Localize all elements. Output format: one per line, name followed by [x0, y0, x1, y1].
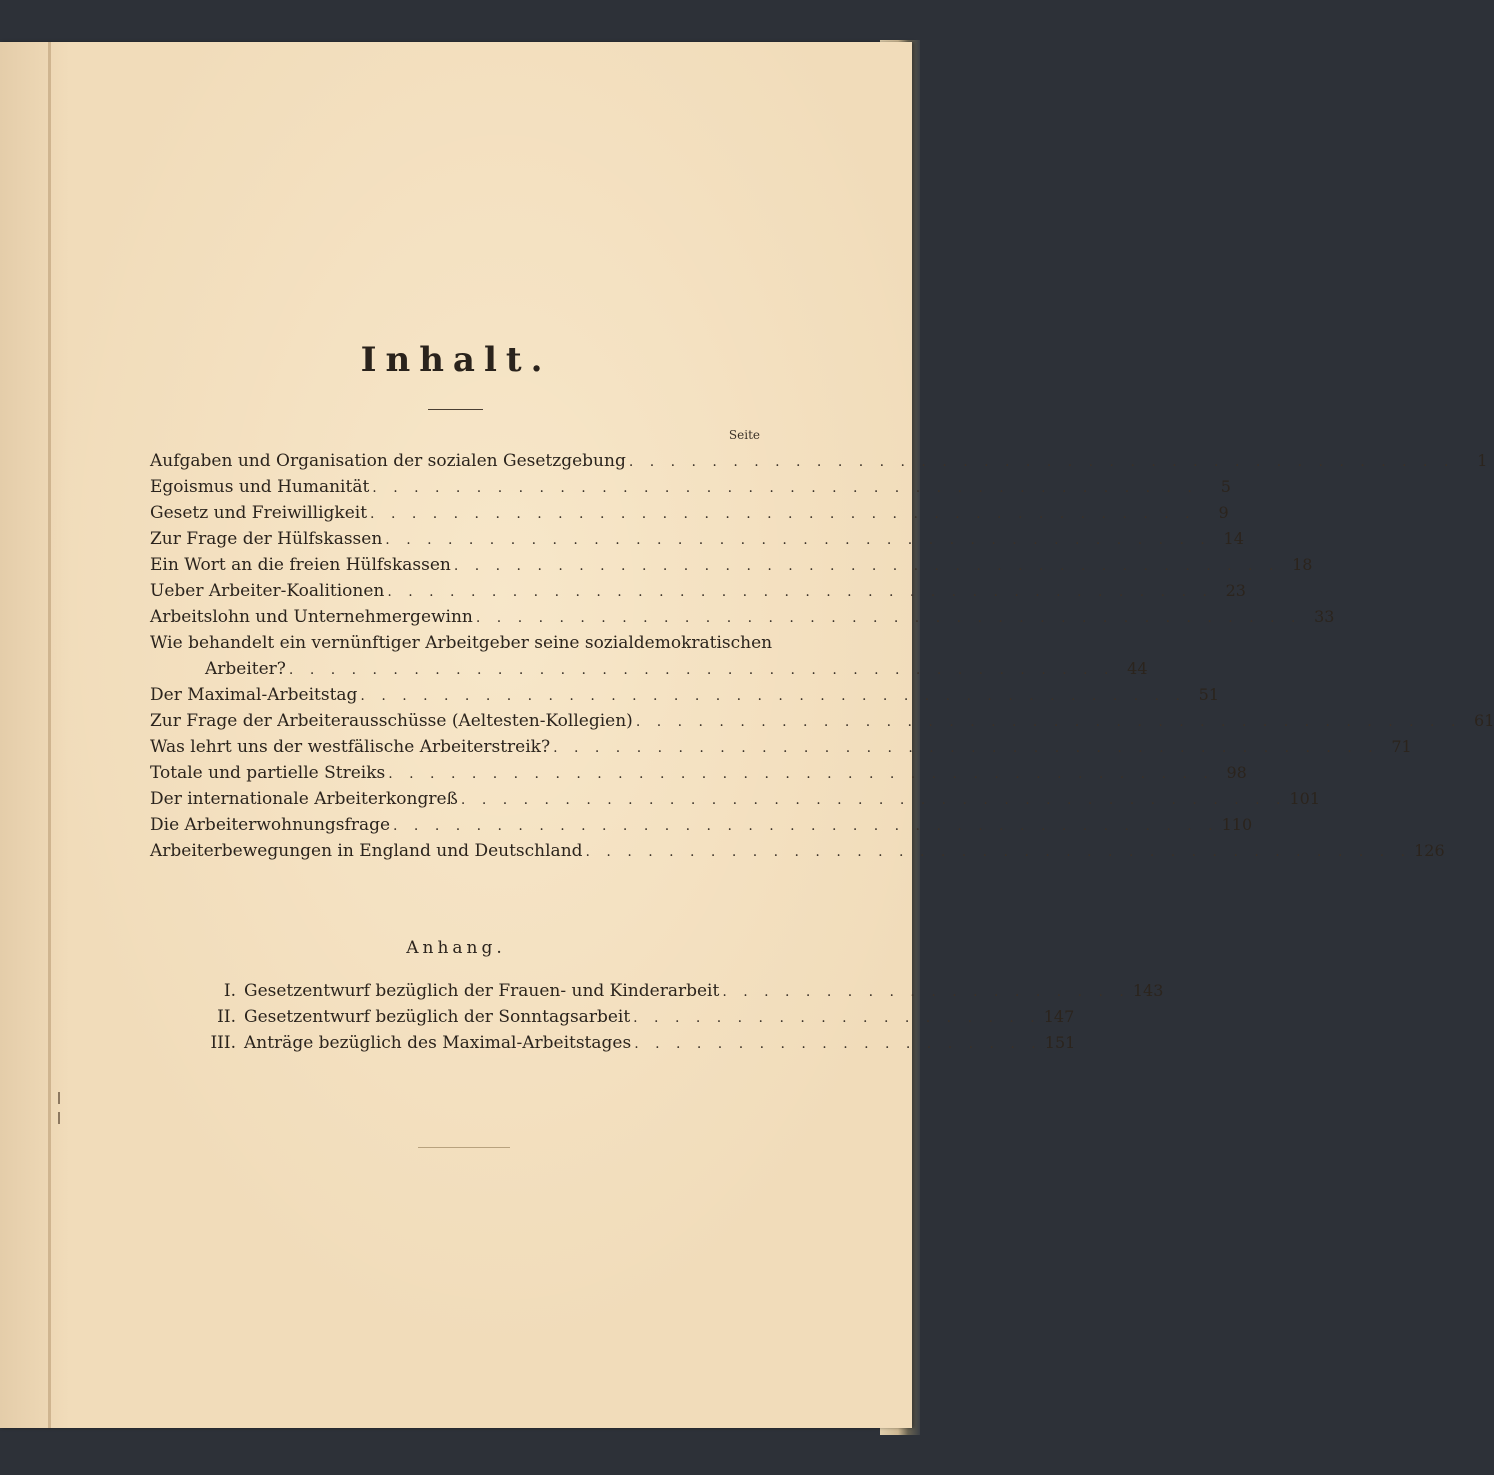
title-rule	[428, 409, 483, 410]
toc-entry	[150, 812, 1253, 838]
toc-entry-page: 61	[1474, 711, 1494, 730]
toc-entry-label: Egoismus und Humanität	[150, 477, 370, 497]
leader-dots: . . . . . . . . . . . . . . . . . . . . . . . . . . . . . . . . . . . . . . . .	[288, 662, 1115, 678]
toc-entry	[150, 578, 1246, 604]
toc-entry-label: Was lehrt uns der westfälische Arbeiterstreik?	[150, 737, 551, 757]
toc-entry	[150, 474, 1231, 500]
page-title: Inhalt.	[360, 340, 552, 380]
leader-dots: . . . . . . . . . . . . . . . . . . . . . . . . . . . . . . . . . . . . . . . .	[628, 454, 1455, 470]
leader-dots: . . . . . . . . . . . . . . . . . . . . . . . . . . . . . . . . . . . . . . . .	[453, 558, 1280, 574]
toc-entry	[150, 734, 1412, 760]
toc-entry-page: 14	[1223, 529, 1244, 548]
toc-entry-continuation	[150, 656, 1148, 682]
toc-entry-page: 33	[1314, 607, 1335, 626]
toc-entry-page: 9	[1218, 503, 1229, 522]
leader-dots: . . . . . . . . . . . . . . . . . . . .	[634, 1036, 1042, 1052]
toc-entry	[150, 552, 1313, 578]
toc-entry	[150, 682, 1219, 708]
toc-entry	[150, 526, 1244, 552]
book-page	[0, 42, 1494, 1428]
toc-entry	[150, 500, 1229, 526]
toc-entry-page: 5	[1220, 477, 1231, 496]
toc-entry-page: 23	[1225, 581, 1246, 600]
toc-entry	[150, 448, 1488, 474]
toc-entry-label: Ein Wort an die freien Hülfskassen	[150, 555, 451, 575]
toc-entry-label: Zur Frage der Hülfskassen	[150, 529, 383, 549]
appendix-entry-page: 151	[1044, 1033, 1076, 1052]
toc-entry-page: 71	[1391, 737, 1412, 756]
margin-mark	[58, 1112, 60, 1124]
toc-entry-label: Zur Frage der Arbeiterausschüsse (Aeltesten-Kollegien)	[150, 711, 633, 731]
leader-dots: . . . . . . . . . . . . . . . . . . . .	[633, 1010, 1041, 1026]
appendix-entry-page: 143	[1132, 981, 1164, 1000]
toc-entry	[150, 838, 1445, 864]
toc-entry-page: 126	[1414, 841, 1445, 860]
leader-dots: . . . . . . . . . . . . . . . . . . . .	[722, 984, 1130, 1000]
appendix-entry-number: I.	[223, 981, 236, 1001]
leader-dots: . . . . . . . . . . . . . . . . . . . . . . . . . . . . . . . . . . . . . . . .	[372, 480, 1198, 496]
leader-dots: . . . . . . . . . . . . . . . . . . . . . . . . . . . . . . . . . . . . . . . .	[387, 584, 1213, 600]
appendix-list	[210, 978, 1164, 1056]
leader-dots: . . . . . . . . . . . . . . . . . . . . . . . . . . . . . . . . . . . . . . . .	[460, 792, 1287, 808]
toc-entry-label-continued: Arbeiter?	[205, 659, 286, 679]
leader-dots: . . . . . . . . . . . . . . . . . . . . . . . . . . . . . . . . . . . . . . . .	[393, 818, 1219, 834]
appendix-entry-number: II.	[217, 1007, 236, 1027]
toc-entry-page: 44	[1127, 659, 1148, 678]
page-gutter	[48, 42, 51, 1428]
leader-dots: . . . . . . . . . . . . . . . . . . . . . . . . . . . . . . . . . . . . . . . .	[585, 844, 1412, 860]
leader-dots: . . . . . . . . . . . . . . . . . . . . . . . . . . . . . . . . . . . . . . . .	[553, 740, 1379, 756]
leader-dots: . . . . . . . . . . . . . . . . . . . . . . . . . . . . . . . . . . . . . . . .	[370, 506, 1196, 522]
toc-entry-label: Gesetz und Freiwilligkeit	[150, 503, 368, 523]
appendix-entry-label: Gesetzentwurf bezüglich der Sonntagsarbeit	[244, 1007, 631, 1027]
toc-entry-label: Wie behandelt ein vernünftiger Arbeitgeber seine sozialdemokratischen	[150, 633, 773, 653]
toc-entry-label: Der internationale Arbeiterkongreß	[150, 789, 458, 809]
toc-entry-page: 110	[1221, 815, 1253, 834]
leader-dots: . . . . . . . . . . . . . . . . . . . . . . . . . . . . . . . . . . . . . . . .	[475, 610, 1302, 626]
appendix-entry-number: III.	[210, 1033, 236, 1053]
toc-entry-page: 51	[1198, 685, 1219, 704]
table-of-contents	[150, 448, 1494, 864]
leader-dots: . . . . . . . . . . . . . . . . . . . . . . . . . . . . . . . . . . . . . . . .	[388, 766, 1214, 782]
toc-entry-page: 1	[1477, 451, 1488, 470]
leader-dots: . . . . . . . . . . . . . . . . . . . . . . . . . . . . . . . . . . . . . . . .	[360, 688, 1186, 704]
appendix-heading: Anhang.	[406, 938, 506, 958]
toc-entry-page: 18	[1292, 555, 1313, 574]
toc-entry	[150, 760, 1247, 786]
toc-entry-label: Totale und partielle Streiks	[150, 763, 386, 783]
toc-entry-label: Arbeitslohn und Unternehmergewinn	[150, 607, 473, 627]
toc-entry	[150, 708, 1494, 734]
seite-label: Seite	[728, 428, 760, 442]
toc-entry-label: Der Maximal-Arbeitstag	[150, 685, 358, 705]
margin-mark	[58, 1092, 60, 1104]
appendix-entry	[210, 978, 1164, 1004]
toc-entry-page: 98	[1226, 763, 1247, 782]
toc-entry	[150, 604, 1335, 630]
leader-dots: . . . . . . . . . . . . . . . . . . . . . . . . . . . . . . . . . . . . . . . .	[635, 714, 1462, 730]
appendix-entry-page: 147	[1043, 1007, 1075, 1026]
bottom-rule	[418, 1147, 510, 1148]
appendix-entry	[210, 1030, 1076, 1056]
toc-entry-page: 101	[1289, 789, 1321, 808]
appendix-entry-label: Anträge bezüglich des Maximal-Arbeitstages	[244, 1033, 632, 1053]
appendix-entry-label: Gesetzentwurf bezüglich der Frauen- und Kinderarbeit	[244, 981, 720, 1001]
toc-entry-label: Arbeiterbewegungen in England und Deutschland	[150, 841, 583, 861]
toc-entry-label: Ueber Arbeiter-Koalitionen	[150, 581, 385, 601]
toc-entry	[150, 630, 773, 656]
appendix-entry	[210, 1004, 1075, 1030]
toc-entry-label: Aufgaben und Organisation der sozialen Gesetzgebung	[150, 451, 626, 471]
leader-dots: . . . . . . . . . . . . . . . . . . . . . . . . . . . . . . . . . . . . . . . .	[385, 532, 1211, 548]
toc-entry	[150, 786, 1321, 812]
toc-entry-label: Die Arbeiterwohnungsfrage	[150, 815, 391, 835]
